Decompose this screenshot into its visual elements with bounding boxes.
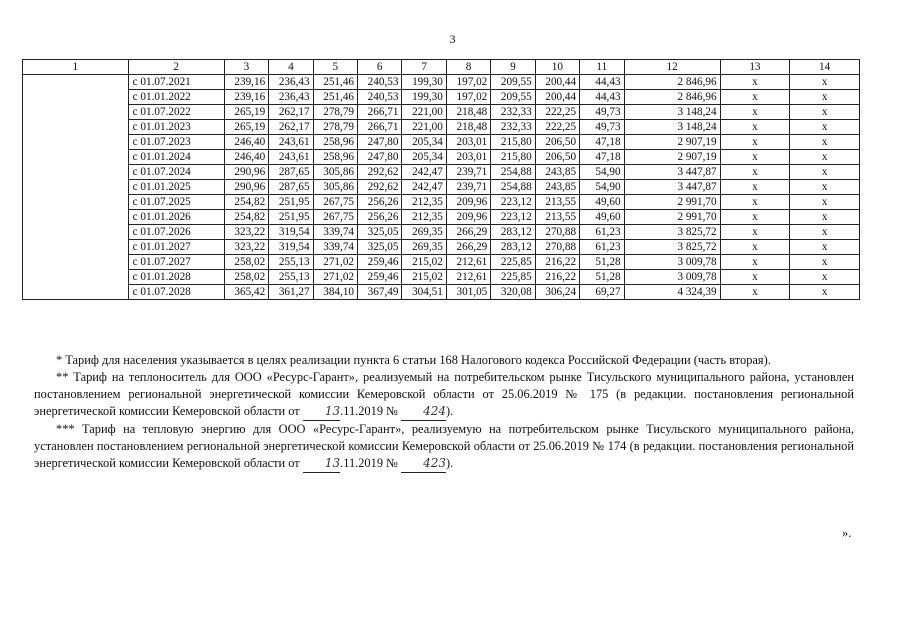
table-cell: 199,30	[402, 75, 446, 90]
footnotes	[34, 352, 854, 473]
table-cell: 199,30	[402, 90, 446, 105]
table-cell: х	[720, 255, 790, 270]
table-cell	[23, 285, 129, 300]
table-row	[23, 180, 860, 195]
table-cell: 212,61	[446, 255, 490, 270]
table-cell: 61,23	[580, 225, 624, 240]
table-cell: 384,10	[313, 285, 357, 300]
period-cell: с 01.01.2023	[128, 120, 224, 135]
table-cell: 365,42	[224, 285, 268, 300]
table-row	[23, 195, 860, 210]
table-cell: 256,26	[358, 210, 402, 225]
table-cell: 221,00	[402, 120, 446, 135]
table-cell: 54,90	[580, 165, 624, 180]
footnote-2-date: .11.2019	[340, 404, 384, 418]
table-cell: 3 148,24	[624, 105, 720, 120]
table-cell: 246,40	[224, 135, 268, 150]
table-cell: х	[790, 255, 860, 270]
table-cell: 267,75	[313, 195, 357, 210]
table-cell: 258,96	[313, 135, 357, 150]
table-cell: 200,44	[535, 90, 579, 105]
table-cell: х	[720, 135, 790, 150]
table-cell: 222,25	[535, 120, 579, 135]
table-cell: х	[790, 210, 860, 225]
table-cell: 232,33	[491, 105, 535, 120]
table-cell: 270,88	[535, 240, 579, 255]
period-cell: с 01.07.2027	[128, 255, 224, 270]
table-cell: 2 991,70	[624, 210, 720, 225]
period-cell: с 01.07.2022	[128, 105, 224, 120]
period-cell: с 01.01.2027	[128, 240, 224, 255]
table-cell: 323,22	[224, 225, 268, 240]
table-cell: 3 447,87	[624, 180, 720, 195]
table-cell: 266,29	[446, 240, 490, 255]
column-header: 5	[313, 60, 357, 75]
table-cell: 243,61	[269, 135, 313, 150]
table-cell: 209,96	[446, 195, 490, 210]
table-cell	[23, 90, 129, 105]
column-header: 12	[624, 60, 720, 75]
period-cell: с 01.07.2025	[128, 195, 224, 210]
table-cell: 267,75	[313, 210, 357, 225]
table-cell: 254,82	[224, 195, 268, 210]
table-cell: 223,12	[491, 195, 535, 210]
table-cell: 239,71	[446, 180, 490, 195]
table-cell: 339,74	[313, 240, 357, 255]
table-cell: 290,96	[224, 165, 268, 180]
table-cell: 259,46	[358, 255, 402, 270]
table-cell: 239,16	[224, 90, 268, 105]
table-cell: 51,28	[580, 255, 624, 270]
column-header: 2	[128, 60, 224, 75]
table-cell: 320,08	[491, 285, 535, 300]
table-row	[23, 90, 860, 105]
table-cell: х	[720, 90, 790, 105]
table-cell: 258,02	[224, 270, 268, 285]
column-header: 8	[446, 60, 490, 75]
column-header: 13	[720, 60, 790, 75]
table-body	[23, 75, 860, 300]
table-cell: 197,02	[446, 90, 490, 105]
table-cell: 254,88	[491, 180, 535, 195]
footnote-1: * Тариф для населения указывается в целях реализации пункта 6 статьи 168 Налогового кодекса Российской Федерации (часть вторая).	[56, 353, 771, 367]
column-header: 14	[790, 60, 860, 75]
table-cell: 212,35	[402, 210, 446, 225]
table-cell: 69,27	[580, 285, 624, 300]
table-row	[23, 225, 860, 240]
table-cell: 243,85	[535, 180, 579, 195]
table-cell: 290,96	[224, 180, 268, 195]
table-cell: 2 991,70	[624, 195, 720, 210]
table-cell: 3 009,78	[624, 255, 720, 270]
footnote-2	[34, 369, 854, 421]
table-row	[23, 105, 860, 120]
table-row	[23, 165, 860, 180]
table-cell: 247,80	[358, 150, 402, 165]
table-cell: 269,35	[402, 225, 446, 240]
table-cell: 266,29	[446, 225, 490, 240]
table-cell: 216,22	[535, 270, 579, 285]
footnote-3-end: ).	[445, 456, 454, 470]
handwritten-number: 424	[401, 403, 446, 421]
table-cell: х	[720, 210, 790, 225]
table-cell: х	[790, 285, 860, 300]
table-cell: х	[720, 75, 790, 90]
table-row	[23, 135, 860, 150]
table-cell: 243,85	[535, 165, 579, 180]
table-cell: 259,46	[358, 270, 402, 285]
table-cell: 269,35	[402, 240, 446, 255]
table-cell: х	[720, 225, 790, 240]
column-header: 3	[224, 60, 268, 75]
table-cell	[23, 105, 129, 120]
table-cell: 2 846,96	[624, 90, 720, 105]
table-cell: х	[720, 105, 790, 120]
table-cell: 236,43	[269, 75, 313, 90]
table-cell: 258,96	[313, 150, 357, 165]
table-cell: 325,05	[358, 225, 402, 240]
column-header: 11	[580, 60, 624, 75]
table-cell: х	[720, 120, 790, 135]
table-cell: 203,01	[446, 150, 490, 165]
table-row	[23, 210, 860, 225]
handwritten-day: 13	[303, 455, 340, 473]
table-cell	[23, 225, 129, 240]
tariff-table	[22, 59, 860, 300]
column-header: 6	[358, 60, 402, 75]
table-cell	[23, 210, 129, 225]
table-cell: 2 907,19	[624, 135, 720, 150]
table-cell: 325,05	[358, 240, 402, 255]
period-cell: с 01.07.2021	[128, 75, 224, 90]
table-cell: 239,71	[446, 165, 490, 180]
table-cell: 216,22	[535, 255, 579, 270]
period-cell: с 01.07.2026	[128, 225, 224, 240]
table-cell: 254,82	[224, 210, 268, 225]
table-cell: 262,17	[269, 105, 313, 120]
period-cell: с 01.07.2028	[128, 285, 224, 300]
table-cell: 278,79	[313, 120, 357, 135]
table-cell: х	[790, 225, 860, 240]
table-row	[23, 75, 860, 90]
column-header: 4	[269, 60, 313, 75]
table-cell: 258,02	[224, 255, 268, 270]
table-cell: 292,62	[358, 180, 402, 195]
table-cell: 323,22	[224, 240, 268, 255]
table-cell: 206,50	[535, 150, 579, 165]
closing-quote: ».	[842, 526, 852, 540]
table-cell	[23, 195, 129, 210]
table-cell: 265,19	[224, 120, 268, 135]
table-cell: х	[790, 150, 860, 165]
table-cell: 218,48	[446, 105, 490, 120]
table-cell: 251,95	[269, 210, 313, 225]
table-cell: х	[720, 195, 790, 210]
table-cell: 271,02	[313, 270, 357, 285]
table-cell: 255,13	[269, 255, 313, 270]
table-cell: 44,43	[580, 90, 624, 105]
footnote-3-text: *** Тариф на тепловую энергию для ООО «Ресурс-Гарант», реализуемую на потребительском рынке Тисульского муниципального района, установлен постановлением региональной энергетической комиссии Кемеровской области от 25.06.2019 № 174 (в редакции. постановления региональной энергетической комиссии Кемеровской области от	[34, 422, 854, 470]
table-cell: 3 825,72	[624, 240, 720, 255]
table-cell: 47,18	[580, 135, 624, 150]
table-cell	[23, 120, 129, 135]
table-cell: 367,49	[358, 285, 402, 300]
table-cell	[23, 240, 129, 255]
table-cell: 221,00	[402, 105, 446, 120]
table-cell: 197,02	[446, 75, 490, 90]
table-cell: 215,02	[402, 255, 446, 270]
table-cell: 283,12	[491, 225, 535, 240]
table-cell: 218,48	[446, 120, 490, 135]
table-cell: 301,05	[446, 285, 490, 300]
table-cell: 262,17	[269, 120, 313, 135]
table-cell: 304,51	[402, 285, 446, 300]
table-cell: х	[790, 180, 860, 195]
table-cell: 222,25	[535, 105, 579, 120]
table-cell: 2 907,19	[624, 150, 720, 165]
table-cell: 215,80	[491, 135, 535, 150]
table-cell: х	[790, 240, 860, 255]
column-header: 7	[402, 60, 446, 75]
column-header: 9	[491, 60, 535, 75]
table-cell: 213,55	[535, 210, 579, 225]
table-cell: 4 324,39	[624, 285, 720, 300]
table-cell: 213,55	[535, 195, 579, 210]
column-header: 10	[535, 60, 579, 75]
table-cell: 242,47	[402, 165, 446, 180]
table-cell	[23, 255, 129, 270]
table-cell: 251,46	[313, 75, 357, 90]
table-cell	[23, 135, 129, 150]
table-cell: 254,88	[491, 165, 535, 180]
table-cell: 236,43	[269, 90, 313, 105]
table-cell	[23, 165, 129, 180]
footnote-2-end: ).	[445, 404, 454, 418]
table-cell: 278,79	[313, 105, 357, 120]
table-cell: х	[790, 165, 860, 180]
period-cell: с 01.01.2024	[128, 150, 224, 165]
table-cell	[23, 180, 129, 195]
table-cell: х	[790, 270, 860, 285]
period-cell: с 01.01.2025	[128, 180, 224, 195]
period-cell: с 01.01.2022	[128, 90, 224, 105]
table-cell: 256,26	[358, 195, 402, 210]
table-cell: 271,02	[313, 255, 357, 270]
table-cell: 209,55	[491, 75, 535, 90]
table-cell: 49,60	[580, 210, 624, 225]
table-cell: 319,54	[269, 225, 313, 240]
table-cell	[23, 270, 129, 285]
table-cell: х	[720, 180, 790, 195]
table-cell: 215,80	[491, 150, 535, 165]
table-cell: 205,34	[402, 150, 446, 165]
table-cell: 212,35	[402, 195, 446, 210]
table-cell: 287,65	[269, 165, 313, 180]
period-cell: с 01.07.2023	[128, 135, 224, 150]
period-cell: с 01.01.2028	[128, 270, 224, 285]
table-cell: 283,12	[491, 240, 535, 255]
table-cell: 225,85	[491, 255, 535, 270]
table-cell: 49,73	[580, 105, 624, 120]
table-cell: 287,65	[269, 180, 313, 195]
table-cell: 215,02	[402, 270, 446, 285]
table-cell: 251,46	[313, 90, 357, 105]
table-cell: 240,53	[358, 90, 402, 105]
table-cell: 232,33	[491, 120, 535, 135]
table-row	[23, 120, 860, 135]
table-cell: 270,88	[535, 225, 579, 240]
table-cell: 212,61	[446, 270, 490, 285]
table-cell: 247,80	[358, 135, 402, 150]
period-cell: с 01.01.2026	[128, 210, 224, 225]
table-cell: 47,18	[580, 150, 624, 165]
table-cell: 209,96	[446, 210, 490, 225]
table-cell: 206,50	[535, 135, 579, 150]
table-cell: х	[720, 270, 790, 285]
table-row	[23, 270, 860, 285]
table-cell: 205,34	[402, 135, 446, 150]
period-cell: с 01.07.2024	[128, 165, 224, 180]
page-number: 3	[449, 32, 456, 46]
table-cell: 49,73	[580, 120, 624, 135]
table-cell: 306,24	[535, 285, 579, 300]
column-header: 1	[23, 60, 129, 75]
table-row	[23, 150, 860, 165]
table-cell: 246,40	[224, 150, 268, 165]
footnote-2-text: ** Тариф на теплоноситель для ООО «Ресурс-Гарант», реализуемый на потребительском рынке Тисульского муниципального района, установлен постановлением региональной энергетической комиссии Кемеровской области от 25.06.2019 № 175 (в редакции. постановления региональной энергетической комиссии Кемеровской области от	[34, 370, 854, 418]
table-cell: 225,85	[491, 270, 535, 285]
table-cell: х	[790, 135, 860, 150]
footnote-2-number-prefix: №	[386, 404, 398, 418]
table-cell: х	[790, 105, 860, 120]
table-cell: 239,16	[224, 75, 268, 90]
table-cell: 61,23	[580, 240, 624, 255]
table-cell: 305,86	[313, 165, 357, 180]
table-cell	[23, 150, 129, 165]
table-cell: 3 148,24	[624, 120, 720, 135]
table-cell: 266,71	[358, 105, 402, 120]
table-cell: х	[720, 240, 790, 255]
table-cell: х	[720, 285, 790, 300]
table-cell: 251,95	[269, 195, 313, 210]
table-cell: 319,54	[269, 240, 313, 255]
table-cell: 266,71	[358, 120, 402, 135]
footnote-3-number-prefix: №	[386, 456, 398, 470]
table-cell: 255,13	[269, 270, 313, 285]
table-cell: х	[790, 90, 860, 105]
table-cell	[23, 75, 129, 90]
table-cell: 305,86	[313, 180, 357, 195]
table-cell: 223,12	[491, 210, 535, 225]
table-header-row	[23, 60, 860, 75]
table-cell: х	[790, 75, 860, 90]
table-row	[23, 255, 860, 270]
table-cell: 51,28	[580, 270, 624, 285]
table-cell: х	[720, 150, 790, 165]
table-cell: 49,60	[580, 195, 624, 210]
table-cell: 265,19	[224, 105, 268, 120]
table-cell: 243,61	[269, 150, 313, 165]
table-cell: 203,01	[446, 135, 490, 150]
handwritten-number: 423	[401, 455, 446, 473]
table-cell: х	[790, 120, 860, 135]
footnote-3	[34, 421, 854, 473]
table-cell: х	[720, 165, 790, 180]
table-cell: 3 447,87	[624, 165, 720, 180]
table-cell: 54,90	[580, 180, 624, 195]
table-cell: 44,43	[580, 75, 624, 90]
table-cell: 209,55	[491, 90, 535, 105]
table-cell: 242,47	[402, 180, 446, 195]
table-cell: х	[790, 195, 860, 210]
table-cell: 3 825,72	[624, 225, 720, 240]
table-cell: 3 009,78	[624, 270, 720, 285]
table-cell: 361,27	[269, 285, 313, 300]
handwritten-day: 13	[303, 403, 340, 421]
table-cell: 292,62	[358, 165, 402, 180]
table-cell: 2 846,96	[624, 75, 720, 90]
table-cell: 200,44	[535, 75, 579, 90]
table-cell: 339,74	[313, 225, 357, 240]
table-cell: 240,53	[358, 75, 402, 90]
footnote-3-date: .11.2019	[340, 456, 384, 470]
table-row	[23, 285, 860, 300]
table-row	[23, 240, 860, 255]
